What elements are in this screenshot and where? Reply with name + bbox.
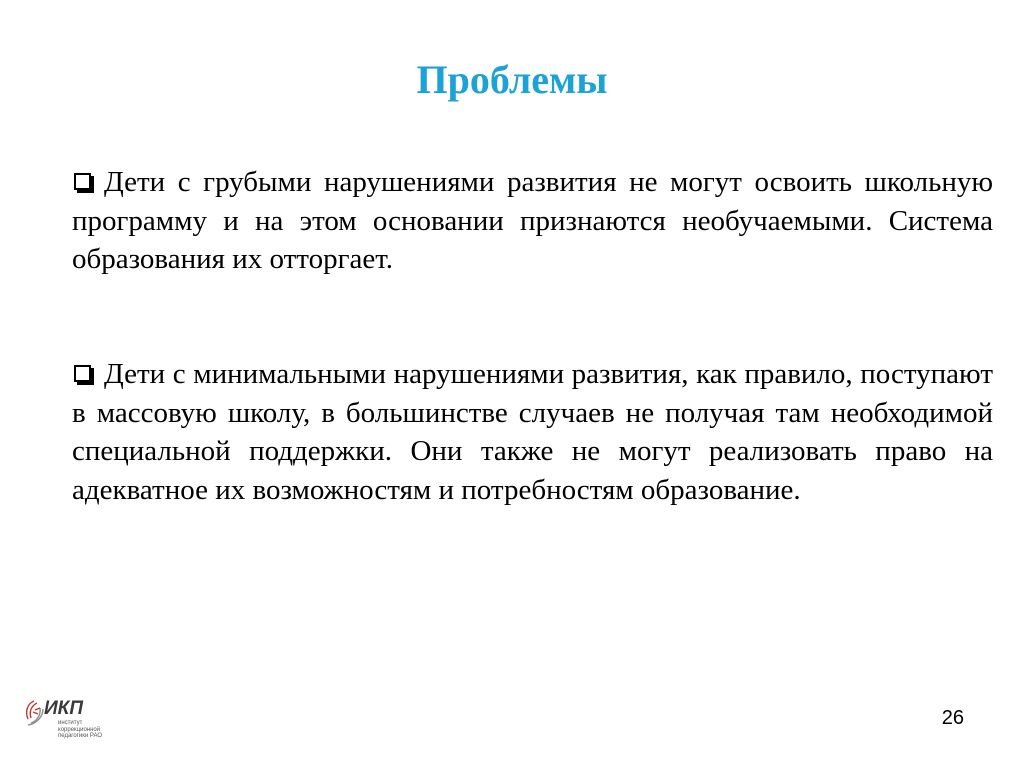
logo-subtitle: [58, 720, 132, 740]
ikp-logo: [22, 698, 132, 744]
bullet-item: [72, 163, 993, 279]
logo-emblem-icon: [22, 698, 46, 728]
bullet-text: Дети с минимальными нарушениями развития, как правило, поступают в массовую школу, в большинстве случаев не получая там необходимой специальной поддержки. Они также не могут реализовать право на адекватное их возможностям и потребностям образование.: [72, 358, 993, 506]
slide-title: Проблемы: [416, 57, 608, 102]
logo-abbreviation: ИКП: [44, 698, 84, 719]
bullet-text: Дети с грубыми нарушениями развития не могут освоить школьную программу и на этом основании признаются необучаемыми. Система образования их отторгает.: [72, 166, 993, 275]
bullet-item: [72, 355, 993, 509]
logo-subtitle-line: институт: [58, 720, 83, 726]
page-number: 26: [941, 707, 964, 729]
checkbox-icon: [74, 365, 91, 382]
logo-subtitle-line: коррекционной: [58, 726, 101, 733]
checkbox-icon: [74, 173, 91, 190]
logo-subtitle-line: педагогики РАО: [58, 733, 103, 739]
